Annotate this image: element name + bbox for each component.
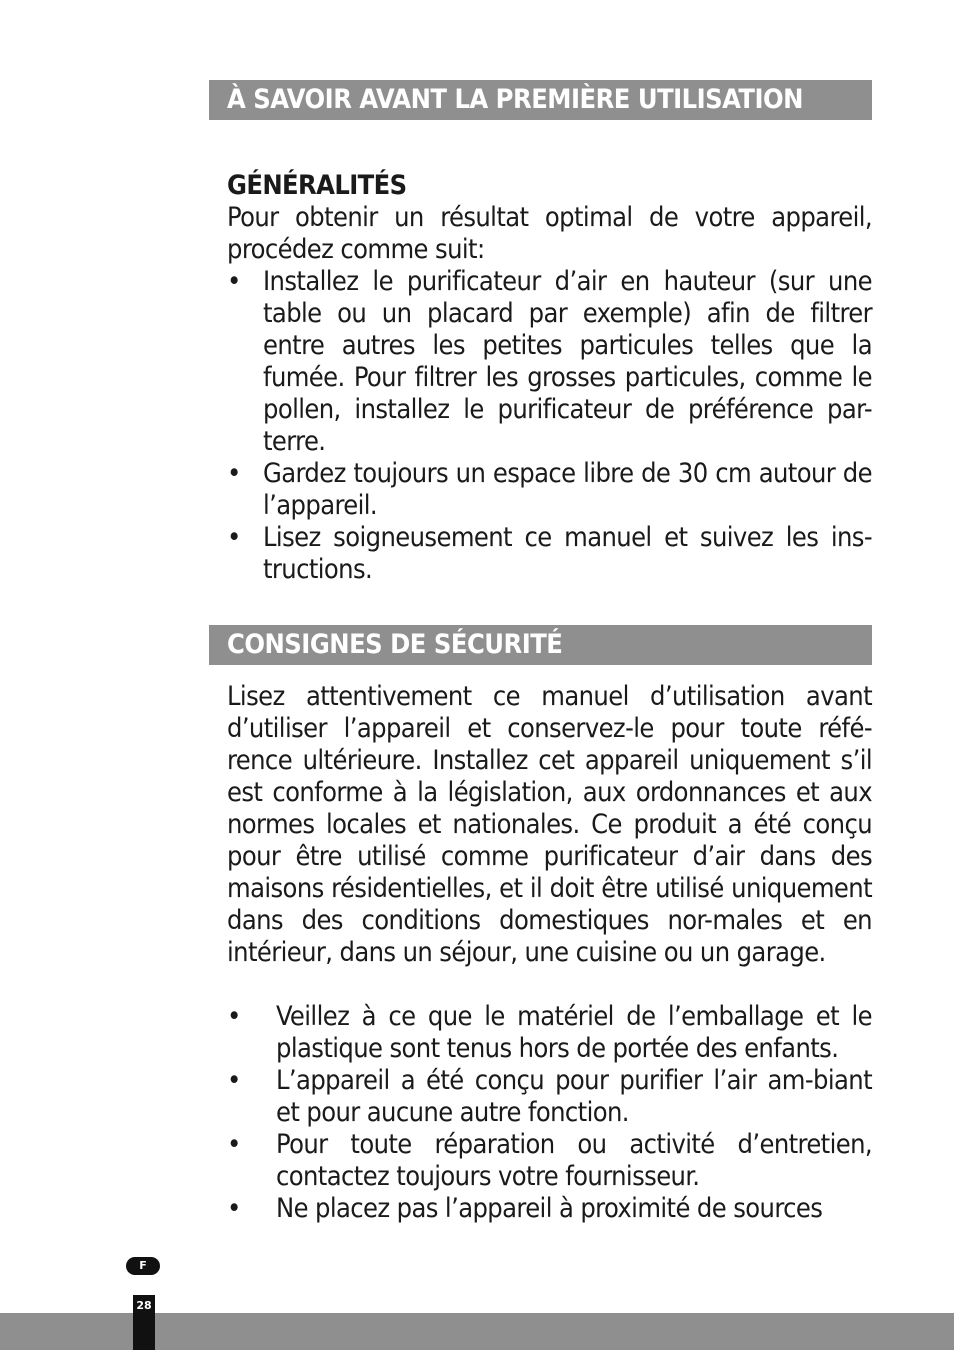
- section-safety: [227, 681, 872, 1225]
- bullet-icon: •: [227, 1193, 241, 1224]
- list-item: [227, 458, 872, 522]
- section-header-first-use: À SAVOIR AVANT LA PREMIÈRE UTILISATION: [209, 80, 872, 120]
- list-item-text: Ne placez pas l’appareil à proximité de sources: [276, 1193, 823, 1224]
- bullet-icon: •: [227, 1001, 241, 1032]
- page-number: 28: [133, 1295, 155, 1350]
- list-item-text: Veillez à ce que le matériel de l’emballage et le plastique sont tenus hors de portée des enfants.: [276, 1001, 872, 1064]
- language-badge: F: [126, 1257, 160, 1275]
- general-bullet-list: [227, 266, 872, 586]
- list-item-text: L’appareil a été conçu pour purifier l’air am-biant et pour aucune autre fonction.: [276, 1065, 872, 1128]
- list-item: [227, 522, 872, 586]
- list-item-text: Installez le purificateur d’air en hauteur (sur une table ou un placard par exemple) afin de filtrer entre autres les petites particules telles que la fumée. Pour filtrer les grosses particules, comme le pollen, installez le purificateur de préférence par-terre.: [263, 266, 872, 457]
- section-general: [227, 170, 872, 586]
- intro-text: Pour obtenir un résultat optimal de votre appareil, procédez comme suit:: [227, 202, 872, 265]
- list-item-text: Lisez soigneusement ce manuel et suivez les ins-tructions.: [263, 522, 872, 585]
- safety-paragraph: Lisez attentivement ce manuel d’utilisation avant d’utiliser l’appareil et conservez-le pour toute réfé-rence ultérieure. Installez cet appareil uniquement s’il est conforme à la législation, aux ordonnances et aux normes locales et nationales. Ce produit a été conçu pour être utilisé comme purificateur d’air dans des maisons résidentielles, et il doit être utilisé uniquement dans des conditions domestiques nor-males et en intérieur, dans un séjour, une cuisine ou un garage.: [227, 681, 872, 968]
- bullet-icon: •: [227, 1065, 241, 1096]
- safety-bullet-list: [227, 1001, 872, 1225]
- subheading-general: GÉNÉRALITÉS: [227, 170, 407, 201]
- list-item-text: Pour toute réparation ou activité d’entretien, contactez toujours votre fournisseur.: [276, 1129, 872, 1192]
- bullet-icon: •: [227, 458, 241, 489]
- list-item: [227, 266, 872, 458]
- list-item: [227, 1129, 872, 1193]
- list-item: [227, 1065, 872, 1129]
- bullet-icon: •: [227, 522, 241, 553]
- section-header-safety: CONSIGNES DE SÉCURITÉ: [209, 625, 872, 665]
- list-item-text: Gardez toujours un espace libre de 30 cm autour de l’appareil.: [263, 458, 872, 521]
- bullet-icon: •: [227, 1129, 241, 1160]
- list-item: [227, 1001, 872, 1065]
- bullet-icon: •: [227, 266, 241, 297]
- list-item: [227, 1193, 872, 1225]
